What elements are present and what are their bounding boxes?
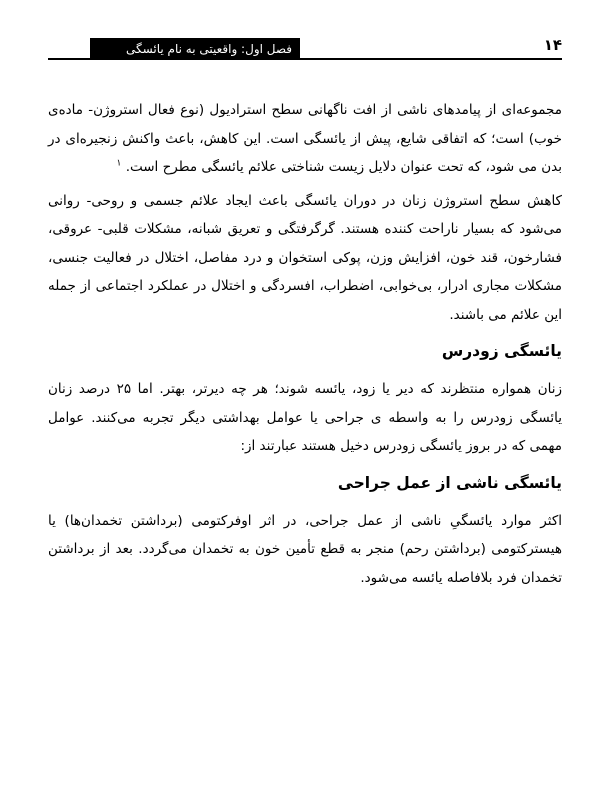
- paragraph-3: زنان همواره منتظرند که دیر یا زود، یائسه شوند؛ هر چه دیرتر، بهتر. اما ۲۵ درصد زنان یائسگی زودرس را به واسطه ی جراحی یا عوامل بهداشتی دیگر تجربه می‌کنند. عوامل مهمی که در بروز یائسگی زودرس دخیل هستند عبارتند از:: [48, 381, 562, 454]
- page-number: ۱۴: [543, 36, 562, 54]
- paragraph-1-text: مجموعه‌ای از پیامدهای ناشی از افت ناگهانی سطح استرادیول (نوع فعال استروژن- ماده‌ی خوب) است؛ که اتفاقی شایع، پیش از یائسگی است. این کاهش، باعث واکنش زنجیره‌ای در بدن می شود، که تحت عنوان دلایل زیست شناختی علائم یائسگی مطرح است.: [48, 102, 562, 175]
- paragraph-2: کاهش سطح استروژن زنان در دوران یائسگی باعث ایجاد علائم جسمی و روحی- روانی می‌شود که بسیار ناراحت کننده هستند. گرگرفتگی و تعریق شبانه، مشکلات قلبی- عروقی، فشارخون، قند خون، افزایش وزن، پوکی استخوان و درد مفاصل، اختلال در فعالیت جنسی، مشکلات مجاری ادرار، بی‌خوابی، اضطراب، افسردگی و اختلال در عملکرد اجتماعی از جمله این علائم می باشند.: [48, 192, 562, 323]
- header-rule: [48, 58, 562, 60]
- page-body: [48, 96, 562, 597]
- chapter-title: فصل اول: واقعیتی به نام یائسگی: [90, 38, 300, 60]
- heading-surgical-menopause: یائسگی ناشی از عمل جراحی: [337, 473, 562, 492]
- page-header: [42, 36, 564, 58]
- footnote-mark: ۱: [116, 158, 122, 169]
- heading-early-menopause: یائسگی زودرس: [441, 342, 562, 360]
- paragraph-4: اکثر موارد یائسگیِ ناشی از عمل جراحی، در اثر اوفرکتومی (برداشتن تخمدان‌ها) یا هیسترکتومی (برداشتن رحم) منجر به قطع تأمین خون به تخمدان می‌گردد. بعد از برداشتن تخمدان فرد بلافاصله یائسه می‌شود.: [48, 512, 562, 586]
- paragraph-1: [48, 96, 562, 182]
